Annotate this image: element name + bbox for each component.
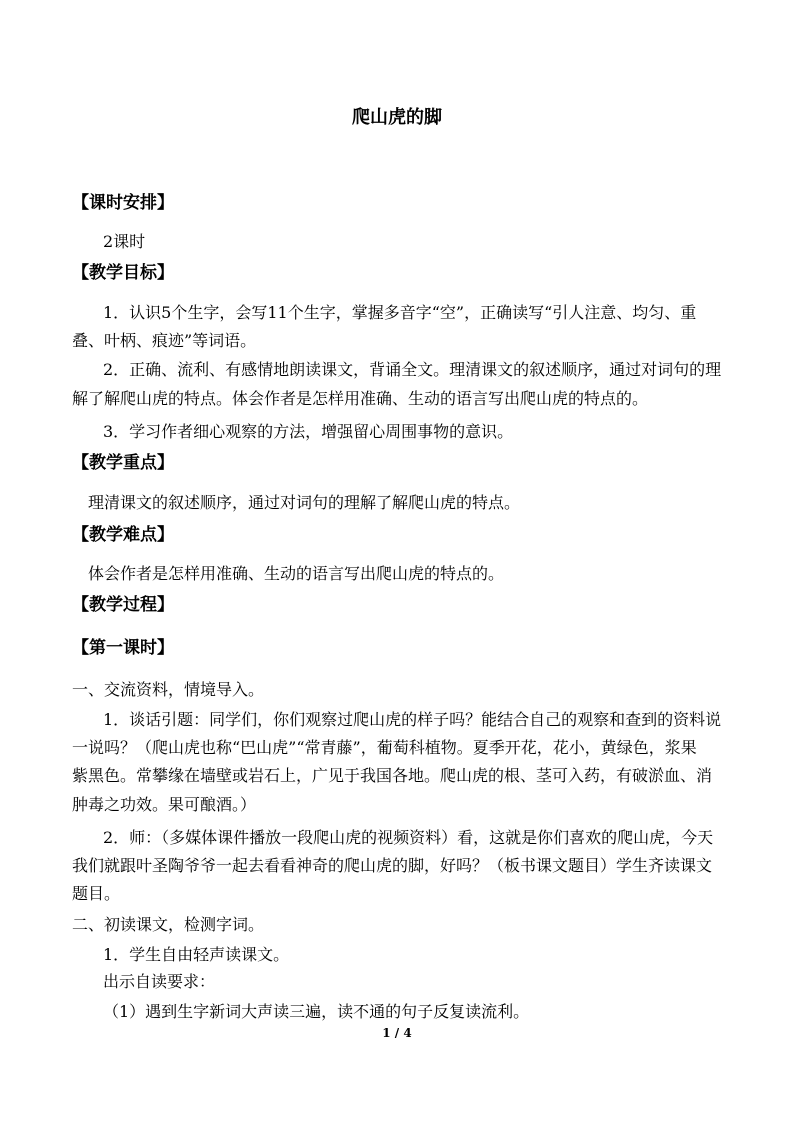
difficulty-text: 体会作者是怎样用准确、生动的语言写出爬山虎的特点的。 xyxy=(88,564,505,583)
objective-1-line-1: 1．认识5个生字，会写11个生字，掌握多音字“空”，正确读写“引人注意、均匀、重 xyxy=(103,303,697,322)
part-2-requirement-1: （1）遇到生字新词大声读三遍，读不通的句子反复读流利。 xyxy=(103,1002,530,1021)
part-1-item-2-line-1: 2．师：（多媒体课件播放一段爬山虎的视频资料）看，这就是你们喜欢的爬山虎，今天 xyxy=(103,828,714,847)
part-1-item-2-line-3: 题目。 xyxy=(72,884,121,903)
objective-1-line-2: 叠、叶柄、痕迹”等词语。 xyxy=(72,331,257,350)
section-heading-schedule: 【课时安排】 xyxy=(72,193,174,213)
objective-2-line-1: 2．正确、流利、有感情地朗读课文，背诵全文。理清课文的叙述顺序，通过对词句的理 xyxy=(103,360,722,379)
section-heading-objectives: 【教学目标】 xyxy=(72,263,174,283)
schedule-text: 2课时 xyxy=(103,232,146,251)
part-1-item-2-line-2: 我们就跟叶圣陶爷爷一起去看看神奇的爬山虎的脚，好吗？（板书课文题目）学生齐读课文 xyxy=(72,856,713,875)
part-1-title: 一、交流资料，情境导入。 xyxy=(72,680,265,699)
focus-text: 理清课文的叙述顺序，通过对词句的理解了解爬山虎的特点。 xyxy=(88,493,521,512)
objective-2-line-2: 解了解爬山虎的特点。体会作者是怎样用准确、生动的语言写出爬山虎的特点的。 xyxy=(72,389,649,408)
document-title: 爬山虎的脚 xyxy=(352,107,442,128)
part-1-item-1-line-4: 肿毒之功效。果可酿酒。） xyxy=(72,795,257,814)
part-2-requirements: 出示自读要求： xyxy=(103,972,216,991)
section-heading-focus: 【教学重点】 xyxy=(72,453,174,473)
section-heading-process: 【教学过程】 xyxy=(72,595,174,615)
part-2-item-1: 1．学生自由轻声读课文。 xyxy=(103,945,290,964)
part-1-item-1-line-3: 紫黑色。常攀缘在墙壁或岩石上，广见于我国各地。爬山虎的根、茎可入药，有破淤血、消 xyxy=(72,766,713,785)
page-number: 1 / 4 xyxy=(382,1026,412,1040)
section-heading-lesson-1: 【第一课时】 xyxy=(72,638,174,658)
section-heading-difficulty: 【教学难点】 xyxy=(72,525,174,545)
objective-3: 3．学习作者细心观察的方法，增强留心周围事物的意识。 xyxy=(103,422,514,441)
part-1-item-1-line-2: 一说吗？（爬山虎也称“巴山虎”“常青藤”，葡萄科植物。夏季开花，花小，黄绿色，浆果 xyxy=(72,738,697,757)
part-1-item-1-line-1: 1．谈话引题：同学们，你们观察过爬山虎的样子吗？能结合自己的观察和查到的资料说 xyxy=(103,710,722,729)
part-2-title: 二、初读课文，检测字词。 xyxy=(72,915,265,934)
